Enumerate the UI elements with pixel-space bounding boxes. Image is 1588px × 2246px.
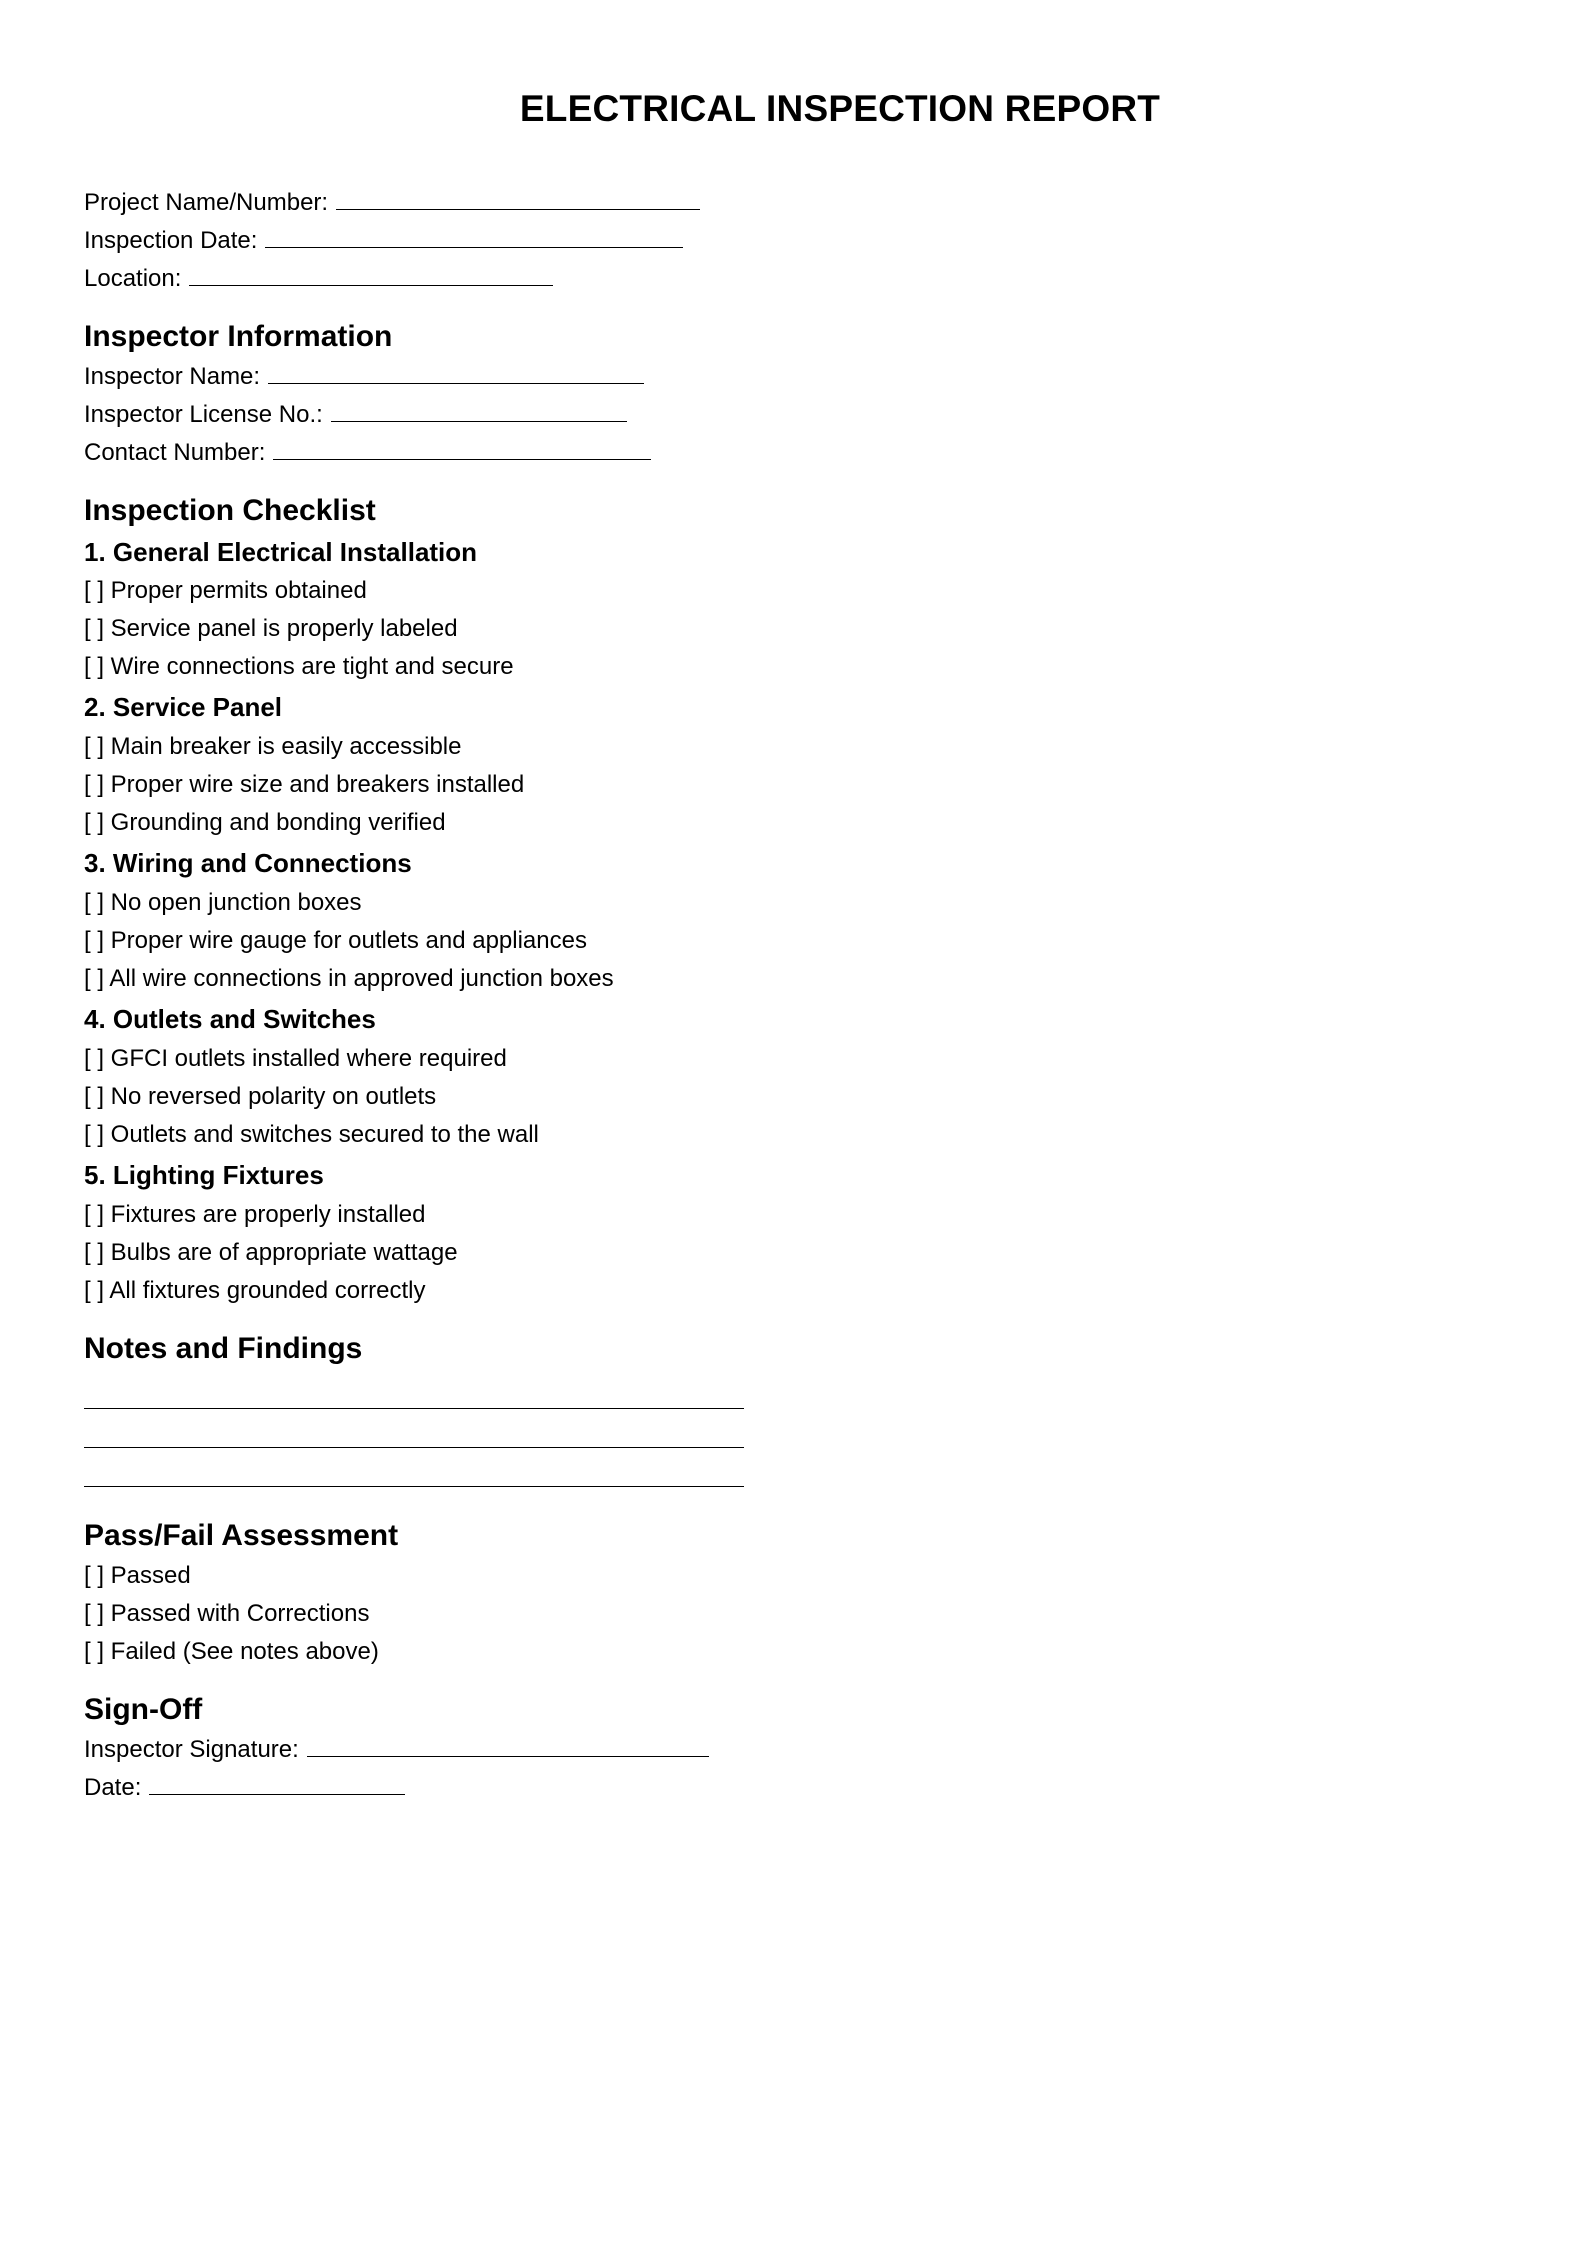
checklist-item[interactable]: [ ] Proper wire size and breakers installed xyxy=(84,771,525,798)
checklist-item[interactable]: [ ] Bulbs are of appropriate wattage xyxy=(84,1239,458,1266)
section-title: 3. Wiring and Connections xyxy=(84,848,412,878)
checklist-item[interactable]: [ ] Main breaker is easily accessible xyxy=(84,733,462,760)
blank-line[interactable] xyxy=(149,1770,405,1795)
assessment-option[interactable]: [ ] Passed xyxy=(84,1562,191,1589)
field-label: Project Name/Number: xyxy=(84,189,329,216)
checklist-section-general xyxy=(84,532,984,686)
signoff-date-field xyxy=(84,1769,984,1807)
inspector-signature-field xyxy=(84,1731,984,1769)
document-body xyxy=(84,184,984,1807)
section-title: 1. General Electrical Installation xyxy=(84,537,478,567)
signoff-heading: Sign-Off xyxy=(84,1693,203,1726)
checklist-item[interactable]: [ ] Fixtures are properly installed xyxy=(84,1201,426,1228)
project-name-field xyxy=(84,184,984,222)
notes-lines xyxy=(84,1370,984,1487)
section-title: 5. Lighting Fixtures xyxy=(84,1160,324,1190)
blank-line[interactable] xyxy=(265,223,683,248)
contact-number-field xyxy=(84,434,984,472)
field-label: Inspector Signature: xyxy=(84,1736,299,1763)
note-line[interactable] xyxy=(84,1448,744,1487)
checklist-item[interactable]: [ ] Service panel is properly labeled xyxy=(84,615,458,642)
field-label: Location: xyxy=(84,265,182,292)
checklist-section-lighting xyxy=(84,1154,984,1310)
checklist-section-service-panel xyxy=(84,686,984,842)
project-fields xyxy=(84,184,984,298)
checklist-item[interactable]: [ ] All fixtures grounded correctly xyxy=(84,1277,426,1304)
section-title: 4. Outlets and Switches xyxy=(84,1004,376,1034)
field-label: Inspector License No.: xyxy=(84,401,323,428)
checklist-heading: Inspection Checklist xyxy=(84,494,376,527)
section-title: 2. Service Panel xyxy=(84,692,283,722)
blank-line[interactable] xyxy=(273,435,651,460)
blank-line[interactable] xyxy=(189,261,553,286)
checklist-item[interactable]: [ ] All wire connections in approved junction boxes xyxy=(84,965,614,992)
checklist-item[interactable]: [ ] Proper wire gauge for outlets and appliances xyxy=(84,927,587,954)
checklist-item[interactable]: [ ] Wire connections are tight and secure xyxy=(84,653,514,680)
assessment-heading: Pass/Fail Assessment xyxy=(84,1519,399,1552)
inspector-heading: Inspector Information xyxy=(84,320,393,353)
document-title: ELECTRICAL INSPECTION REPORT xyxy=(519,88,1161,129)
blank-line[interactable] xyxy=(331,397,627,422)
field-label: Inspector Name: xyxy=(84,363,261,390)
assessment-option[interactable]: [ ] Passed with Corrections xyxy=(84,1600,370,1627)
notes-heading: Notes and Findings xyxy=(84,1332,363,1365)
field-label: Inspection Date: xyxy=(84,227,258,254)
inspector-name-field xyxy=(84,358,984,396)
inspector-license-field xyxy=(84,396,984,434)
blank-line[interactable] xyxy=(268,359,644,384)
checklist-item[interactable]: [ ] Outlets and switches secured to the wall xyxy=(84,1121,539,1148)
location-field xyxy=(84,260,984,298)
field-label: Date: xyxy=(84,1774,142,1801)
note-line[interactable] xyxy=(84,1370,744,1409)
signature-line[interactable] xyxy=(307,1732,709,1757)
checklist-item[interactable]: [ ] No open junction boxes xyxy=(84,889,362,916)
checklist-item[interactable]: [ ] No reversed polarity on outlets xyxy=(84,1083,437,1110)
checklist-section-outlets xyxy=(84,998,984,1154)
note-line[interactable] xyxy=(84,1409,744,1448)
checklist-item[interactable]: [ ] GFCI outlets installed where required xyxy=(84,1045,507,1072)
blank-line[interactable] xyxy=(336,185,700,210)
checklist-section-wiring xyxy=(84,842,984,998)
assessment-option[interactable]: [ ] Failed (See notes above) xyxy=(84,1638,379,1665)
checklist-item[interactable]: [ ] Grounding and bonding verified xyxy=(84,809,446,836)
inspection-date-field xyxy=(84,222,984,260)
checklist-item[interactable]: [ ] Proper permits obtained xyxy=(84,577,367,604)
field-label: Contact Number: xyxy=(84,439,266,466)
